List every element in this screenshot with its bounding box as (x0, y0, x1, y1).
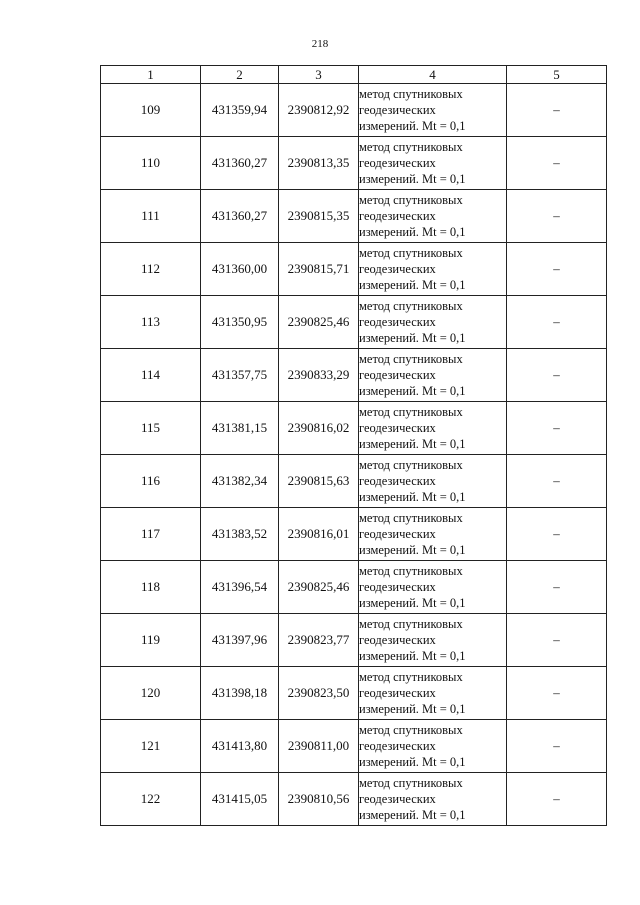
x-coordinate-cell: 431360,27 (201, 137, 279, 190)
x-coordinate-cell: 431382,34 (201, 455, 279, 508)
table-row (101, 561, 607, 614)
x-coordinate-cell: 431398,18 (201, 667, 279, 720)
x-coordinate-cell: 431413,80 (201, 720, 279, 773)
table-row (101, 773, 607, 826)
column-header: 1 (101, 66, 201, 84)
note-cell: – (507, 190, 607, 243)
table-row (101, 508, 607, 561)
x-coordinate-cell: 431381,15 (201, 402, 279, 455)
table-row (101, 190, 607, 243)
table-row (101, 402, 607, 455)
table-row (101, 137, 607, 190)
method-description-cell: метод спутниковых геодезических измерений. Mt = 0,1 (359, 614, 507, 667)
column-header: 2 (201, 66, 279, 84)
y-coordinate-cell: 2390813,35 (279, 137, 359, 190)
table-row (101, 667, 607, 720)
note-cell: – (507, 561, 607, 614)
x-coordinate-cell: 431357,75 (201, 349, 279, 402)
note-cell: – (507, 137, 607, 190)
point-number-cell: 119 (101, 614, 201, 667)
x-coordinate-cell: 431396,54 (201, 561, 279, 614)
note-cell: – (507, 508, 607, 561)
note-cell: – (507, 84, 607, 137)
coordinates-table (100, 65, 607, 826)
method-description-cell: метод спутниковых геодезических измерений. Mt = 0,1 (359, 455, 507, 508)
method-description-cell: метод спутниковых геодезических измерений. Mt = 0,1 (359, 508, 507, 561)
y-coordinate-cell: 2390810,56 (279, 773, 359, 826)
y-coordinate-cell: 2390816,01 (279, 508, 359, 561)
column-header: 4 (359, 66, 507, 84)
point-number-cell: 111 (101, 190, 201, 243)
note-cell: – (507, 402, 607, 455)
x-coordinate-cell: 431360,27 (201, 190, 279, 243)
note-cell: – (507, 243, 607, 296)
point-number-cell: 115 (101, 402, 201, 455)
table-header-row (101, 66, 607, 84)
point-number-cell: 114 (101, 349, 201, 402)
y-coordinate-cell: 2390816,02 (279, 402, 359, 455)
method-description-cell: метод спутниковых геодезических измерений. Mt = 0,1 (359, 720, 507, 773)
y-coordinate-cell: 2390812,92 (279, 84, 359, 137)
y-coordinate-cell: 2390823,50 (279, 667, 359, 720)
note-cell: – (507, 614, 607, 667)
y-coordinate-cell: 2390833,29 (279, 349, 359, 402)
method-description-cell: метод спутниковых геодезических измерений. Mt = 0,1 (359, 667, 507, 720)
method-description-cell: метод спутниковых геодезических измерений. Mt = 0,1 (359, 349, 507, 402)
method-description-cell: метод спутниковых геодезических измерений. Mt = 0,1 (359, 84, 507, 137)
table-row (101, 243, 607, 296)
point-number-cell: 112 (101, 243, 201, 296)
y-coordinate-cell: 2390825,46 (279, 561, 359, 614)
table-row (101, 296, 607, 349)
x-coordinate-cell: 431360,00 (201, 243, 279, 296)
y-coordinate-cell: 2390811,00 (279, 720, 359, 773)
y-coordinate-cell: 2390815,71 (279, 243, 359, 296)
method-description-cell: метод спутниковых геодезических измерений. Mt = 0,1 (359, 773, 507, 826)
point-number-cell: 118 (101, 561, 201, 614)
note-cell: – (507, 667, 607, 720)
x-coordinate-cell: 431383,52 (201, 508, 279, 561)
column-header: 3 (279, 66, 359, 84)
page-number: 218 (311, 38, 329, 50)
method-description-cell: метод спутниковых геодезических измерений. Mt = 0,1 (359, 243, 507, 296)
point-number-cell: 120 (101, 667, 201, 720)
note-cell: – (507, 296, 607, 349)
point-number-cell: 113 (101, 296, 201, 349)
method-description-cell: метод спутниковых геодезических измерений. Mt = 0,1 (359, 137, 507, 190)
method-description-cell: метод спутниковых геодезических измерений. Mt = 0,1 (359, 402, 507, 455)
table-body (101, 84, 607, 826)
point-number-cell: 109 (101, 84, 201, 137)
table-row (101, 720, 607, 773)
y-coordinate-cell: 2390825,46 (279, 296, 359, 349)
point-number-cell: 110 (101, 137, 201, 190)
method-description-cell: метод спутниковых геодезических измерений. Mt = 0,1 (359, 190, 507, 243)
note-cell: – (507, 349, 607, 402)
note-cell: – (507, 455, 607, 508)
x-coordinate-cell: 431359,94 (201, 84, 279, 137)
y-coordinate-cell: 2390815,35 (279, 190, 359, 243)
table-row (101, 455, 607, 508)
point-number-cell: 122 (101, 773, 201, 826)
method-description-cell: метод спутниковых геодезических измерений. Mt = 0,1 (359, 561, 507, 614)
point-number-cell: 121 (101, 720, 201, 773)
method-description-cell: метод спутниковых геодезических измерений. Mt = 0,1 (359, 296, 507, 349)
note-cell: – (507, 720, 607, 773)
point-number-cell: 117 (101, 508, 201, 561)
point-number-cell: 116 (101, 455, 201, 508)
y-coordinate-cell: 2390823,77 (279, 614, 359, 667)
table-row (101, 349, 607, 402)
table-row (101, 614, 607, 667)
column-header: 5 (507, 66, 607, 84)
y-coordinate-cell: 2390815,63 (279, 455, 359, 508)
table-row (101, 84, 607, 137)
note-cell: – (507, 773, 607, 826)
x-coordinate-cell: 431397,96 (201, 614, 279, 667)
x-coordinate-cell: 431350,95 (201, 296, 279, 349)
x-coordinate-cell: 431415,05 (201, 773, 279, 826)
